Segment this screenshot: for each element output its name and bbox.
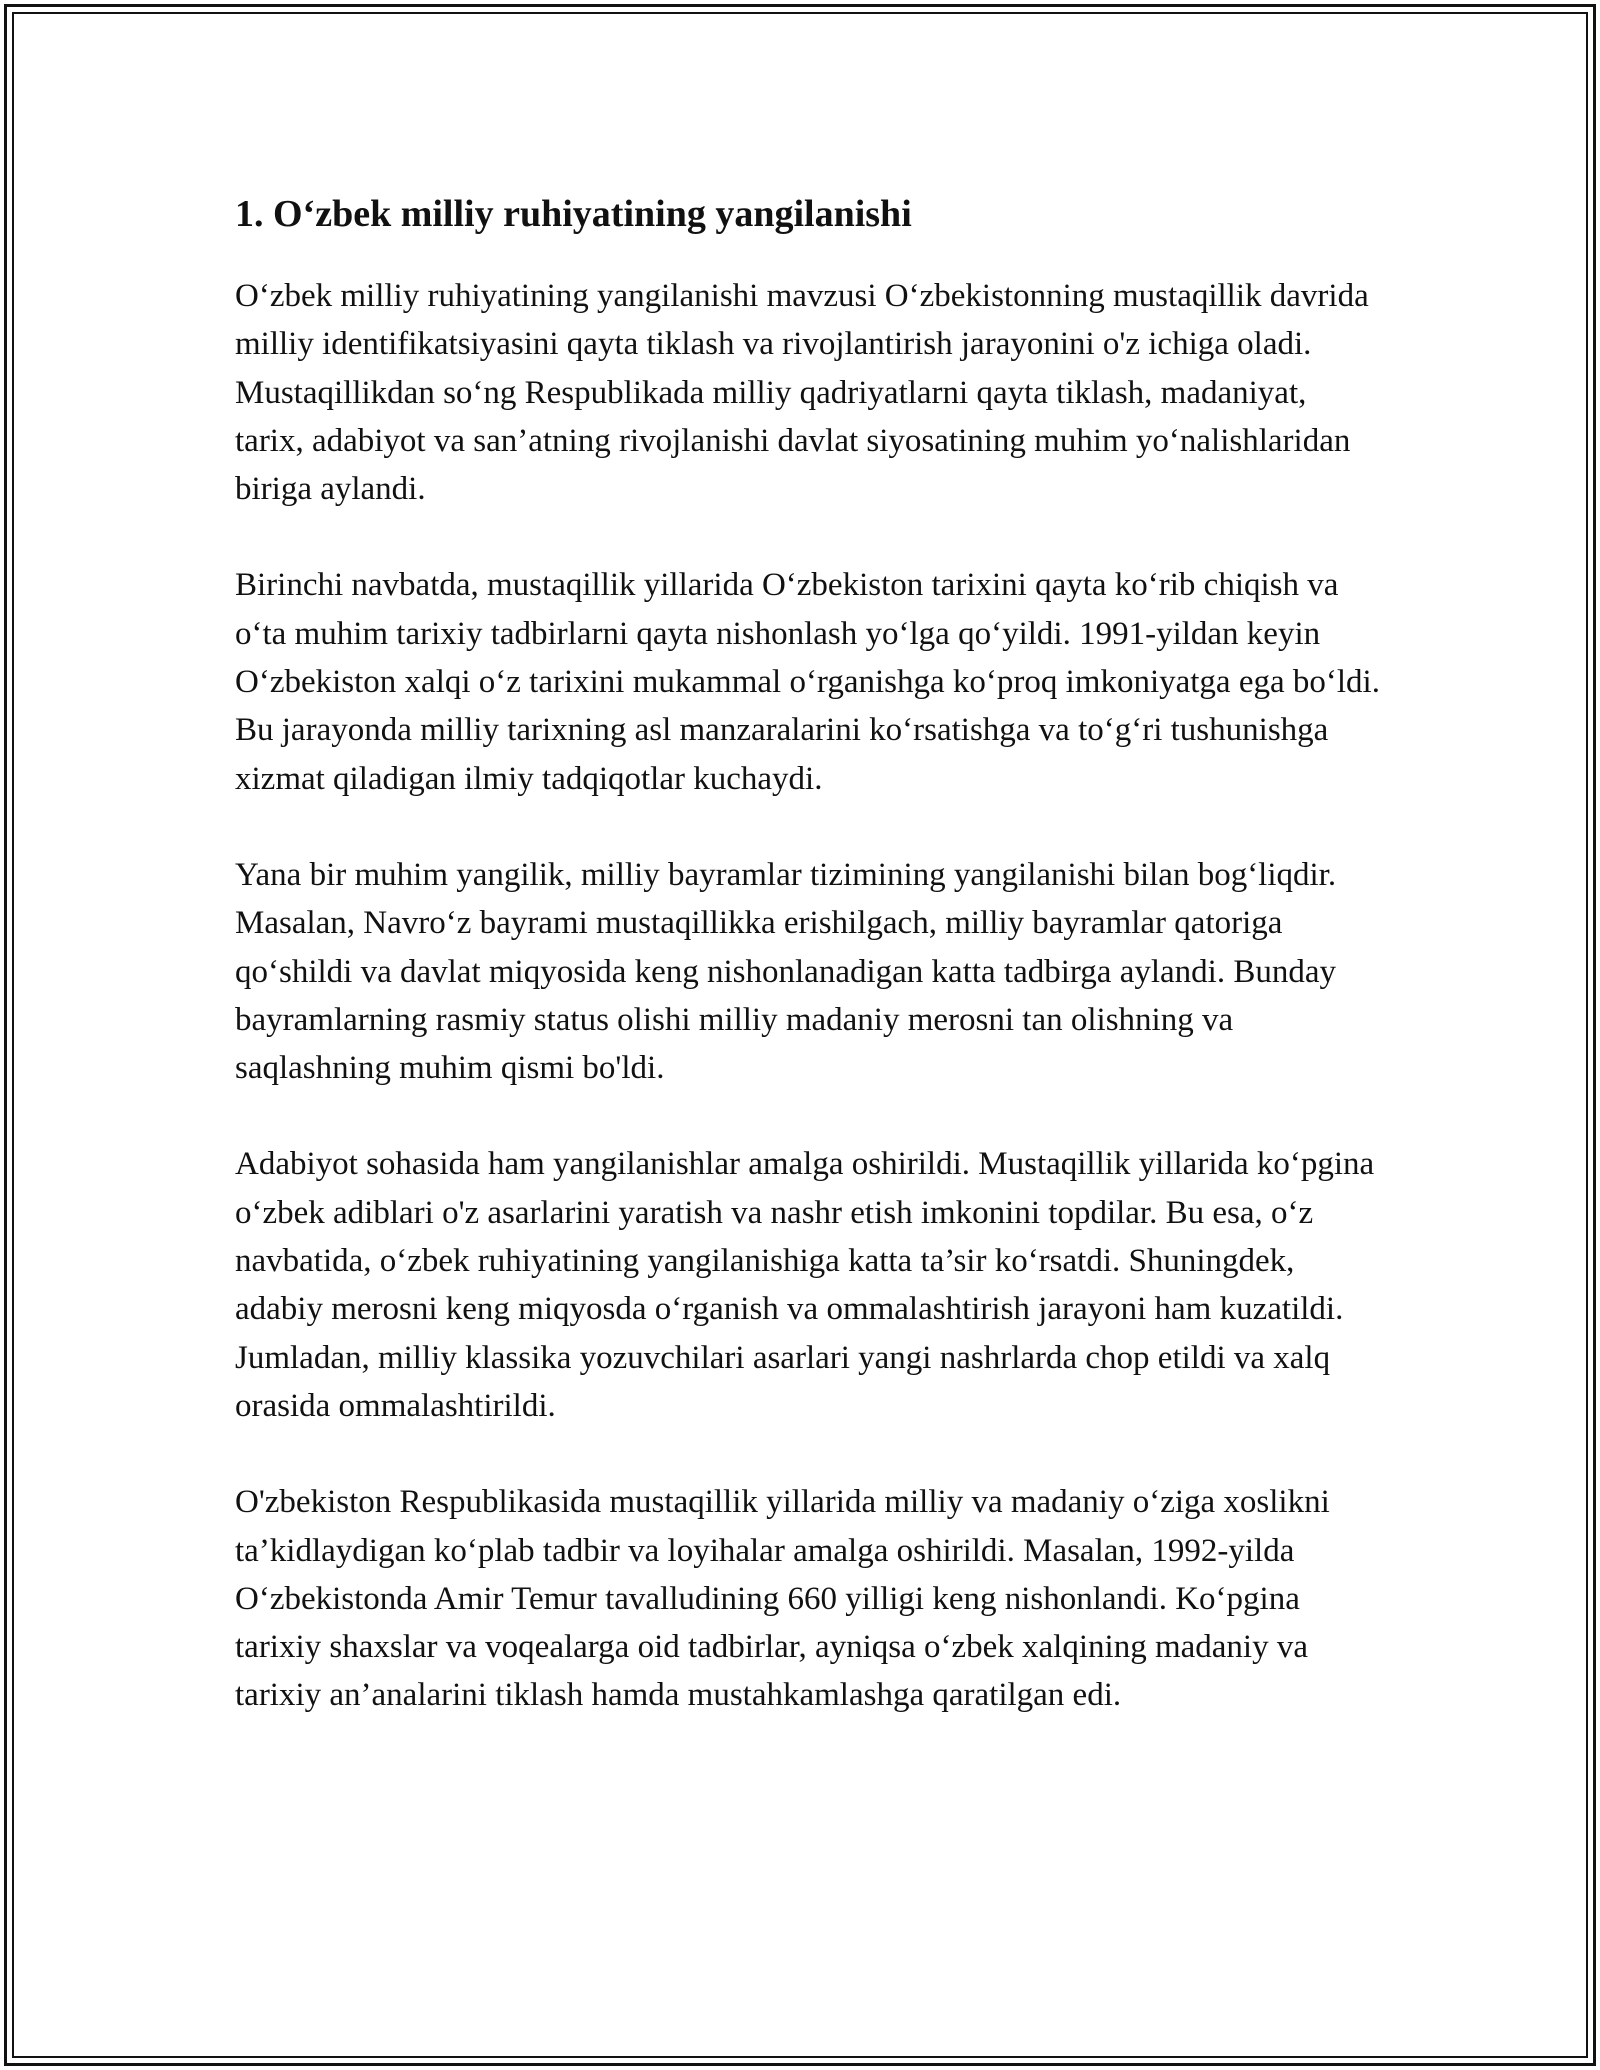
paragraph-5: O'zbekiston Respublikasida mustaqillik yillarida milliy va madaniy o‘ziga xoslikni ta’kidlaydigan ko‘plab tadbir va loyihalar amalga oshirildi. Masalan, 1992-yilda O‘zbekistonda Amir Temur tavalludining 660 yilligi keng nishonlandi. Ko‘pgina tarixiy shaxslar va voqealarga oid tadbirlar, ayniqsa o‘zbek xalqining madaniy va tarixiy an’analarini tiklash hamda mustahkamlashga qaratilgan edi. xyxy=(235,1484,1330,1714)
paragraph-1: O‘zbek milliy ruhiyatining yangilanishi mavzusi O‘zbekistonning mustaqillik davrida milliy identifikatsiyasini qayta tiklash va rivojlantirish jarayonini o'z ichiga oladi. Mustaqillikdan so‘ng Respublikada milliy qadriyatlarni qayta tiklash, madaniyat, tarix, adabiyot va san’atning rivojlanishi davlat siyosatining muhim yo‘nalishlaridan biriga aylandi. xyxy=(235,278,1369,508)
section-title: 1. O‘zbek milliy ruhiyatining yangilanishi xyxy=(235,193,912,235)
paragraph-3: Yana bir muhim yangilik, milliy bayramlar tizimining yangilanishi bilan bog‘liqdir. Masalan, Navro‘z bayrami mustaqillikka erishilgach, milliy bayramlar qatoriga qo‘shildi va davlat miqyosida keng nishonlanadigan katta tadbirga aylandi. Bunday bayramlarning rasmiy status olishi milliy madaniy merosni tan olishning va saqlashning muhim qismi bo'ldi. xyxy=(235,856,1337,1087)
document-body xyxy=(235,186,1385,1720)
paragraph-2: Birinchi navbatda, mustaqillik yillarida O‘zbekiston tarixini qayta ko‘rib chiqish va o‘ta muhim tarixiy tadbirlarni qayta nishonlash yo‘lga qo‘yildi. 1991-yildan keyin O‘zbekiston xalqi o‘z tarixini mukammal o‘rganishga ko‘proq imkoniyatga ega bo‘ldi. Bu jarayonda milliy tarixning asl manzaralarini ko‘rsatishga va to‘g‘ri tushunishga xizmat qiladigan ilmiy tadqiqotlar kuchaydi. xyxy=(235,567,1380,797)
paragraph-4: Adabiyot sohasida ham yangilanishlar amalga oshirildi. Mustaqillik yillarida ko‘pgina o‘zbek adiblari o'z asarlarini yaratish va nashr etish imkonini topdilar. Bu esa, o‘z navbatida, o‘zbek ruhiyatining yangilanishiga katta ta’sir ko‘rsatdi. Shuningdek, adabiy merosni keng miqyosda o‘rganish va ommalashtirish jarayoni ham kuzatildi. Jumladan, milliy klassika yozuvchilari asarlari yangi nashrlarda chop etildi va xalq orasida ommalashtirildi. xyxy=(235,1146,1375,1424)
